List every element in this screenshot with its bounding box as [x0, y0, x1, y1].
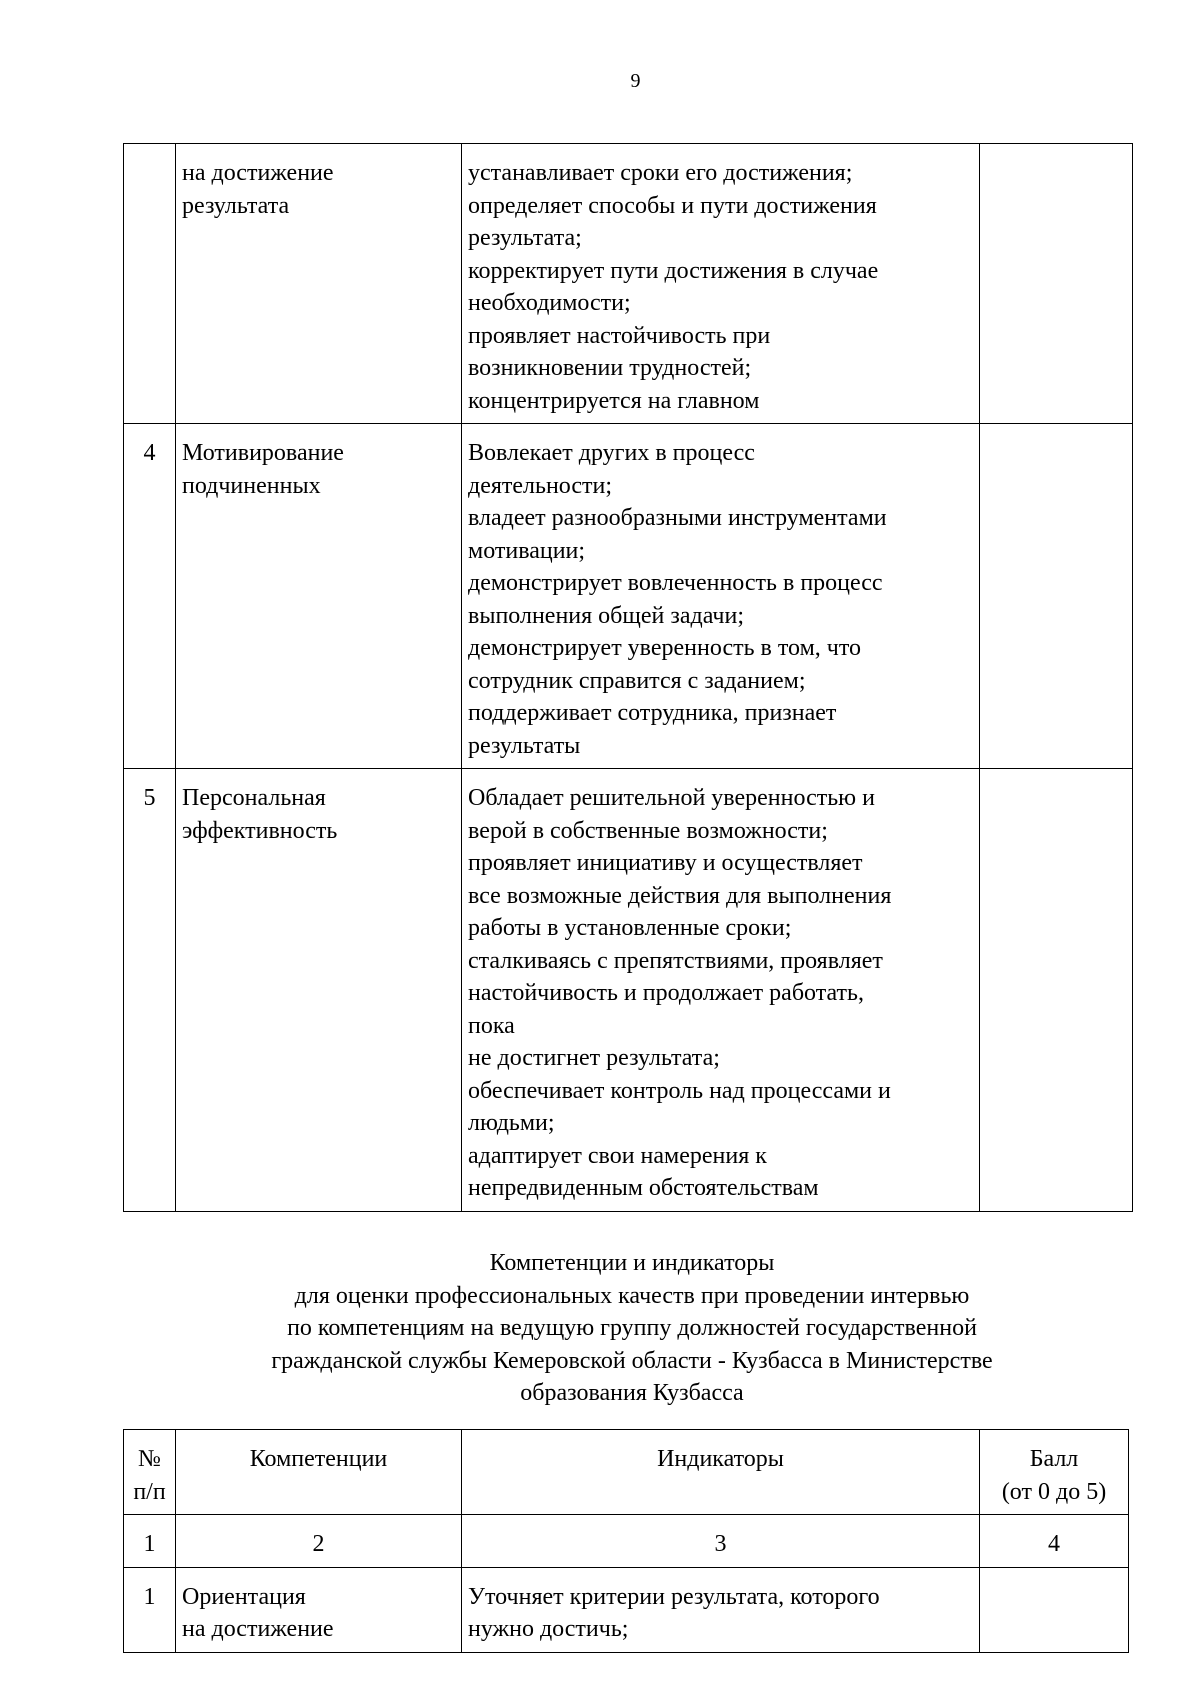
header-indicators: Индикаторы [462, 1430, 980, 1515]
indicator-line: результата; [468, 225, 582, 251]
competency-line: Персональная [182, 785, 326, 811]
competency-cell [176, 144, 462, 424]
column-number: 3 [462, 1515, 980, 1568]
row-number [124, 144, 176, 424]
header-competency: Компетенции [176, 1430, 462, 1515]
competency-line: на достижение [182, 1616, 334, 1642]
competency-line: эффективность [182, 817, 338, 844]
header-num [124, 1430, 176, 1515]
header-score-line: Балл [1029, 1446, 1079, 1472]
indicator-line: деятельности; [468, 472, 613, 499]
column-number: 2 [176, 1515, 462, 1568]
header-score-line: (от 0 до 5) [1001, 1478, 1107, 1505]
page-number: 9 [630, 70, 641, 92]
indicator-line: поддерживает сотрудника, признает [468, 700, 837, 726]
indicator-line: верой в собственные возможности; [468, 817, 828, 844]
column-numbering-row [124, 1515, 1129, 1568]
competency-line: на достижение [182, 160, 334, 186]
competency-cell [176, 1567, 462, 1652]
heading-line: Компетенции и индикаторы [489, 1250, 775, 1276]
score-cell [980, 144, 1133, 424]
indicator-line: сотрудник справится с заданием; [468, 667, 806, 694]
competency-table-leading-group [123, 1429, 1129, 1653]
competency-line: подчиненных [182, 472, 321, 499]
score-cell [980, 424, 1133, 769]
indicator-line: проявляет настойчивость при [468, 322, 771, 349]
header-num-line: п/п [133, 1478, 166, 1505]
indicator-line: корректирует пути достижения в случае [468, 257, 879, 284]
indicator-line: результаты [468, 732, 581, 759]
indicator-line: работы в установленные сроки; [468, 915, 792, 941]
indicator-line: нужно достичь; [468, 1616, 629, 1642]
table-row [124, 424, 1133, 769]
indicator-line: концентрируется на главном [468, 387, 760, 414]
table-row [124, 769, 1133, 1212]
table-row [124, 144, 1133, 424]
indicator-line: непредвиденным обстоятельствам [468, 1175, 819, 1201]
indicator-line: настойчивость и продолжает работать, [468, 980, 864, 1006]
indicator-line: мотивации; [468, 537, 586, 564]
heading-line: образования Кузбасса [520, 1380, 744, 1406]
indicator-line: выполнения общей задачи; [468, 602, 744, 629]
competency-line: Ориентация [182, 1583, 306, 1610]
indicator-line: Обладает решительной уверенностью и [468, 785, 875, 811]
indicators-cell [462, 144, 980, 424]
indicator-line: обеспечивает контроль над процессами и [468, 1077, 891, 1104]
indicator-line: демонстрирует уверенность в том, что [468, 635, 862, 661]
heading-line: гражданской службы Кемеровской области - Кузбасса в Министерстве [271, 1347, 993, 1374]
header-score [980, 1430, 1129, 1515]
competency-line: результата [182, 192, 290, 219]
competency-cell [176, 424, 462, 769]
indicators-cell [462, 424, 980, 769]
indicators-cell [462, 1567, 980, 1652]
indicator-line: сталкиваясь с препятствиями, проявляет [468, 947, 883, 974]
score-cell [980, 1567, 1129, 1652]
indicator-line: проявляет инициативу и осуществляет [468, 850, 863, 876]
competency-table-continued [123, 143, 1133, 1212]
competency-cell [176, 769, 462, 1212]
indicator-line: владеет разнообразными инструментами [468, 505, 887, 531]
heading-line: для оценки профессиональных качеств при проведении интервью [294, 1282, 970, 1309]
indicator-line: адаптирует свои намерения к [468, 1142, 767, 1169]
row-number: 5 [124, 769, 176, 1212]
table-row [124, 1567, 1129, 1652]
column-number: 1 [124, 1515, 176, 1568]
row-number: 1 [124, 1567, 176, 1652]
table-header-row [124, 1430, 1129, 1515]
indicator-line: необходимости; [468, 290, 631, 316]
row-number: 4 [124, 424, 176, 769]
indicator-line: все возможные действия для выполнения [468, 882, 892, 909]
competency-line: Мотивирование [182, 440, 344, 466]
indicator-line: Вовлекает других в процесс [468, 440, 755, 466]
heading-line: по компетенциям на ведущую группу должностей государственной [287, 1315, 977, 1341]
column-number: 4 [980, 1515, 1129, 1568]
indicator-line: пока [468, 1012, 515, 1039]
indicator-line: определяет способы и пути достижения [468, 192, 877, 219]
indicator-line: демонстрирует вовлеченность в процесс [468, 570, 883, 596]
indicator-line: возникновении трудностей; [468, 355, 752, 381]
indicators-cell [462, 769, 980, 1212]
indicator-line: Уточняет критерии результата, которого [468, 1583, 880, 1610]
header-num-line: № [138, 1446, 161, 1472]
indicator-line: устанавливает сроки его достижения; [468, 160, 853, 186]
indicator-line: не достигнет результата; [468, 1045, 720, 1071]
section-heading [130, 1247, 1134, 1410]
indicator-line: людьми; [468, 1110, 555, 1136]
score-cell [980, 769, 1133, 1212]
